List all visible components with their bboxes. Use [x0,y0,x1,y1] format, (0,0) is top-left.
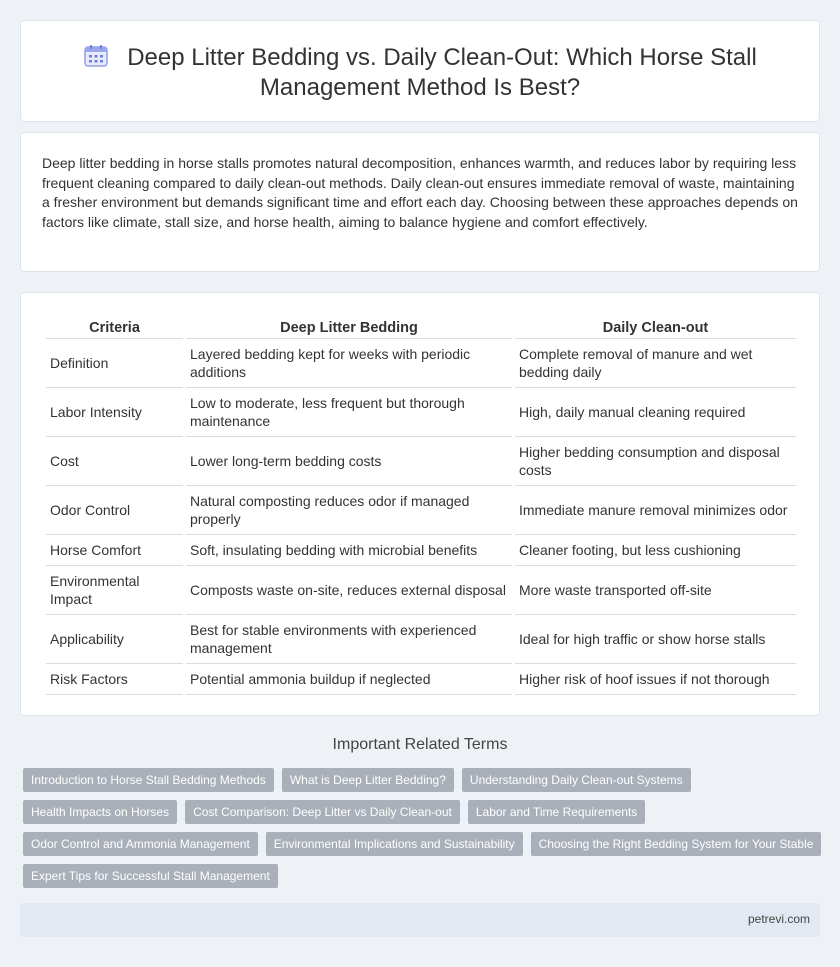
tag-row [23,832,823,856]
table-cell: Odor Control [46,486,183,535]
intro-card [20,132,820,272]
related-term-link[interactable]: What is Deep Litter Bedding? [282,768,454,792]
table-cell: Cost [46,437,183,486]
tag-row [23,864,823,888]
intro-paragraph: Deep litter bedding in horse stalls promotes natural decomposition, enhances warmth, and reduces labor by requiring less frequent cleaning compared to daily clean-out methods. Daily clean-out ensures immediate removal of waste, maintaining a fresher environment but demands significant time and effort each day. Choosing between these approaches depends on factors like climate, stall size, and horse health, aiming to balance hygiene and comfort effectively. [42,155,798,230]
page-title-wrap [21,43,819,103]
table-cell: More waste transported off-site [515,566,796,615]
comparison-table-card [20,292,820,716]
table-cell: Ideal for high traffic or show horse stalls [515,615,796,664]
table-cell: Natural composting reduces odor if managed properly [186,486,512,535]
related-term-link[interactable]: Odor Control and Ammonia Management [23,832,258,856]
table-cell: Low to moderate, less frequent but thorough maintenance [186,388,512,437]
table-cell: Lower long-term bedding costs [186,437,512,486]
title-card [20,20,820,122]
related-term-link[interactable]: Cost Comparison: Deep Litter vs Daily Clean-out [185,800,460,824]
table-cell: Immediate manure removal minimizes odor [515,486,796,535]
table-cell: Definition [46,339,183,388]
table-cell: Complete removal of manure and wet bedding daily [515,339,796,388]
tag-row [23,800,823,824]
table-cell: Horse Comfort [46,535,183,566]
table-cell: Applicability [46,615,183,664]
page-title: Deep Litter Bedding vs. Daily Clean-Out: Which Horse Stall Management Method Is Best? [127,44,757,101]
table-cell: Higher risk of hoof issues if not thorough [515,664,796,695]
table-cell: Higher bedding consumption and disposal costs [515,437,796,486]
calendar-icon [83,44,109,68]
related-terms-heading: Important Related Terms [332,736,508,753]
table-cell: Cleaner footing, but less cushioning [515,535,796,566]
table-cell: Composts waste on-site, reduces external disposal [186,566,512,615]
footer-site-link[interactable]: petrevi.com [747,912,810,926]
table-row [46,339,796,388]
header-criteria: Criteria [46,317,183,339]
table-row [46,388,796,437]
header-daily-clean-out: Daily Clean-out [515,317,796,339]
table-cell: Layered bedding kept for weeks with periodic additions [186,339,512,388]
related-term-link[interactable]: Expert Tips for Successful Stall Management [23,864,278,888]
footer [20,903,820,937]
table-row [46,437,796,486]
related-term-link[interactable]: Labor and Time Requirements [468,800,645,824]
related-term-link[interactable]: Choosing the Right Bedding System for Your Stable [531,832,822,856]
table-cell: Best for stable environments with experienced management [186,615,512,664]
table-row [46,486,796,535]
table-row [46,566,796,615]
header-deep-litter: Deep Litter Bedding [186,317,512,339]
related-terms-list [23,768,823,896]
related-term-link[interactable]: Health Impacts on Horses [23,800,177,824]
table-cell: Risk Factors [46,664,183,695]
table-cell: High, daily manual cleaning required [515,388,796,437]
related-term-link[interactable]: Environmental Implications and Sustainability [266,832,523,856]
related-term-link[interactable]: Introduction to Horse Stall Bedding Methods [23,768,274,792]
comparison-table [43,317,799,695]
table-row [46,535,796,566]
table-row [46,615,796,664]
table-cell: Environmental Impact [46,566,183,615]
table-header-row [46,317,796,339]
related-term-link[interactable]: Understanding Daily Clean-out Systems [462,768,691,792]
table-row [46,664,796,695]
tag-row [23,768,823,792]
table-cell: Soft, insulating bedding with microbial benefits [186,535,512,566]
table-cell: Potential ammonia buildup if neglected [186,664,512,695]
table-cell: Labor Intensity [46,388,183,437]
